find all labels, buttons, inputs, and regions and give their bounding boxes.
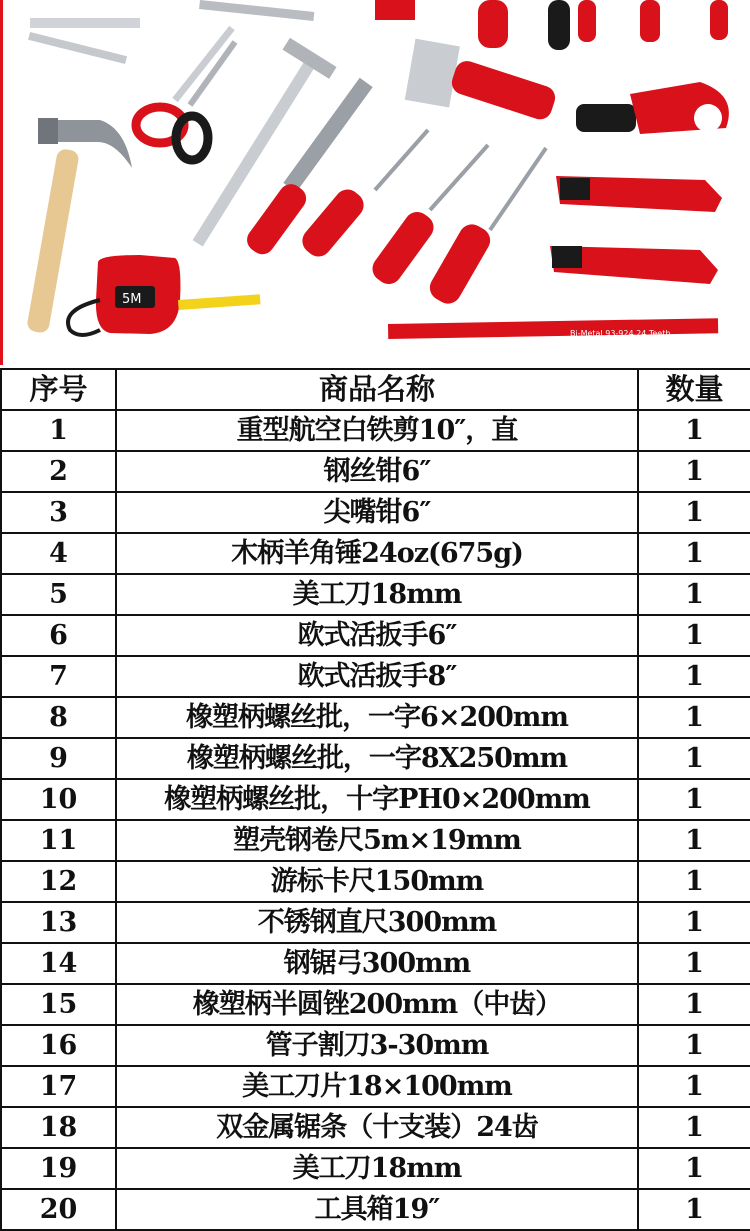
cell-qty: 1 (638, 861, 750, 902)
table-row (1, 574, 750, 615)
tape-measure-icon (68, 255, 260, 335)
cell-name: 橡塑柄螺丝批，一字6×200mm (116, 697, 638, 738)
tool-list-table (0, 368, 750, 1231)
cell-name: 欧式活扳手8″ (116, 656, 638, 697)
table-row (1, 820, 750, 861)
cell-qty: 1 (638, 615, 750, 656)
cell-no: 20 (1, 1189, 116, 1230)
cell-no: 12 (1, 861, 116, 902)
cell-no: 18 (1, 1107, 116, 1148)
table-row (1, 902, 750, 943)
cell-name: 钢锯弓300mm (116, 943, 638, 984)
cell-qty: 1 (638, 984, 750, 1025)
cell-qty: 1 (638, 1189, 750, 1230)
table-row (1, 1066, 750, 1107)
cell-qty: 1 (638, 943, 750, 984)
cell-no: 3 (1, 492, 116, 533)
cell-name: 欧式活扳手6″ (116, 615, 638, 656)
pliers-handles-icon (478, 0, 728, 50)
cell-no: 10 (1, 779, 116, 820)
table-row (1, 656, 750, 697)
header-no: 序号 (1, 369, 116, 410)
scraper-icon (405, 39, 558, 123)
table-row (1, 1148, 750, 1189)
table-row (1, 492, 750, 533)
table-row (1, 697, 750, 738)
cell-name: 美工刀片18×100mm (116, 1066, 638, 1107)
cell-no: 1 (1, 410, 116, 451)
table-header-row (1, 369, 750, 410)
cell-name: 工具箱19″ (116, 1189, 638, 1230)
cell-no: 17 (1, 1066, 116, 1107)
cell-qty: 1 (638, 656, 750, 697)
cell-no: 8 (1, 697, 116, 738)
cell-qty: 1 (638, 779, 750, 820)
pipe-cutter-icon (576, 82, 729, 134)
table-row (1, 451, 750, 492)
cell-no: 14 (1, 943, 116, 984)
cell-qty: 1 (638, 410, 750, 451)
tool-set-photo (0, 0, 750, 365)
tape-label: 5M (122, 292, 142, 307)
cell-qty: 1 (638, 451, 750, 492)
table-row (1, 615, 750, 656)
cell-qty: 1 (638, 533, 750, 574)
cell-no: 16 (1, 1025, 116, 1066)
cell-name: 美工刀18mm (116, 1148, 638, 1189)
utility-knives-icon (550, 176, 722, 284)
table-row (1, 943, 750, 984)
cell-no: 7 (1, 656, 116, 697)
table-row (1, 1107, 750, 1148)
cell-qty: 1 (638, 1148, 750, 1189)
table-row (1, 861, 750, 902)
cell-name: 橡塑柄半圆锉200mm（中齿） (116, 984, 638, 1025)
cell-no: 15 (1, 984, 116, 1025)
cell-qty: 1 (638, 1107, 750, 1148)
cell-name: 塑壳钢卷尺5m×19mm (116, 820, 638, 861)
cell-qty: 1 (638, 1025, 750, 1066)
cell-qty: 1 (638, 902, 750, 943)
table-row (1, 1189, 750, 1230)
header-name: 商品名称 (116, 369, 638, 410)
cell-name: 不锈钢直尺300mm (116, 902, 638, 943)
table-row (1, 984, 750, 1025)
cell-name: 尖嘴钳6″ (116, 492, 638, 533)
cell-name: 美工刀18mm (116, 574, 638, 615)
cell-name: 双金属锯条（十支装）24齿 (116, 1107, 638, 1148)
cell-name: 重型航空白铁剪10″，直 (116, 410, 638, 451)
cell-name: 橡塑柄螺丝批，十字PH0×200mm (116, 779, 638, 820)
table-row (1, 738, 750, 779)
cell-name: 管子割刀3-30mm (116, 1025, 638, 1066)
table-row (1, 410, 750, 451)
cell-qty: 1 (638, 697, 750, 738)
tools-illustration (0, 0, 750, 365)
table-row (1, 533, 750, 574)
table-row (1, 779, 750, 820)
scissors-icon (136, 28, 235, 160)
cell-name: 钢丝钳6″ (116, 451, 638, 492)
steel-ruler-icon (199, 0, 314, 21)
cell-no: 11 (1, 820, 116, 861)
blade-refill-icon (28, 18, 140, 64)
red-edge-strip (0, 0, 3, 365)
cell-name: 橡塑柄螺丝批，一字8X250mm (116, 738, 638, 779)
table-body (1, 410, 750, 1230)
cell-no: 6 (1, 615, 116, 656)
cell-qty: 1 (638, 492, 750, 533)
cell-no: 9 (1, 738, 116, 779)
cell-no: 4 (1, 533, 116, 574)
red-clip-icon (375, 0, 415, 20)
cell-qty: 1 (638, 574, 750, 615)
cell-no: 2 (1, 451, 116, 492)
cell-no: 5 (1, 574, 116, 615)
table-row (1, 1025, 750, 1066)
cell-name: 游标卡尺150mm (116, 861, 638, 902)
cell-no: 19 (1, 1148, 116, 1189)
header-qty: 数量 (638, 369, 750, 410)
cell-name: 木柄羊角锤24oz(675g) (116, 533, 638, 574)
cell-no: 13 (1, 902, 116, 943)
screwdrivers-icon (297, 130, 546, 308)
cell-qty: 1 (638, 820, 750, 861)
hacksaw-blade-icon (388, 318, 718, 339)
cell-qty: 1 (638, 1066, 750, 1107)
hacksaw-label: Bi-Metal 93-924 24 Teeth (570, 329, 671, 338)
cell-qty: 1 (638, 738, 750, 779)
